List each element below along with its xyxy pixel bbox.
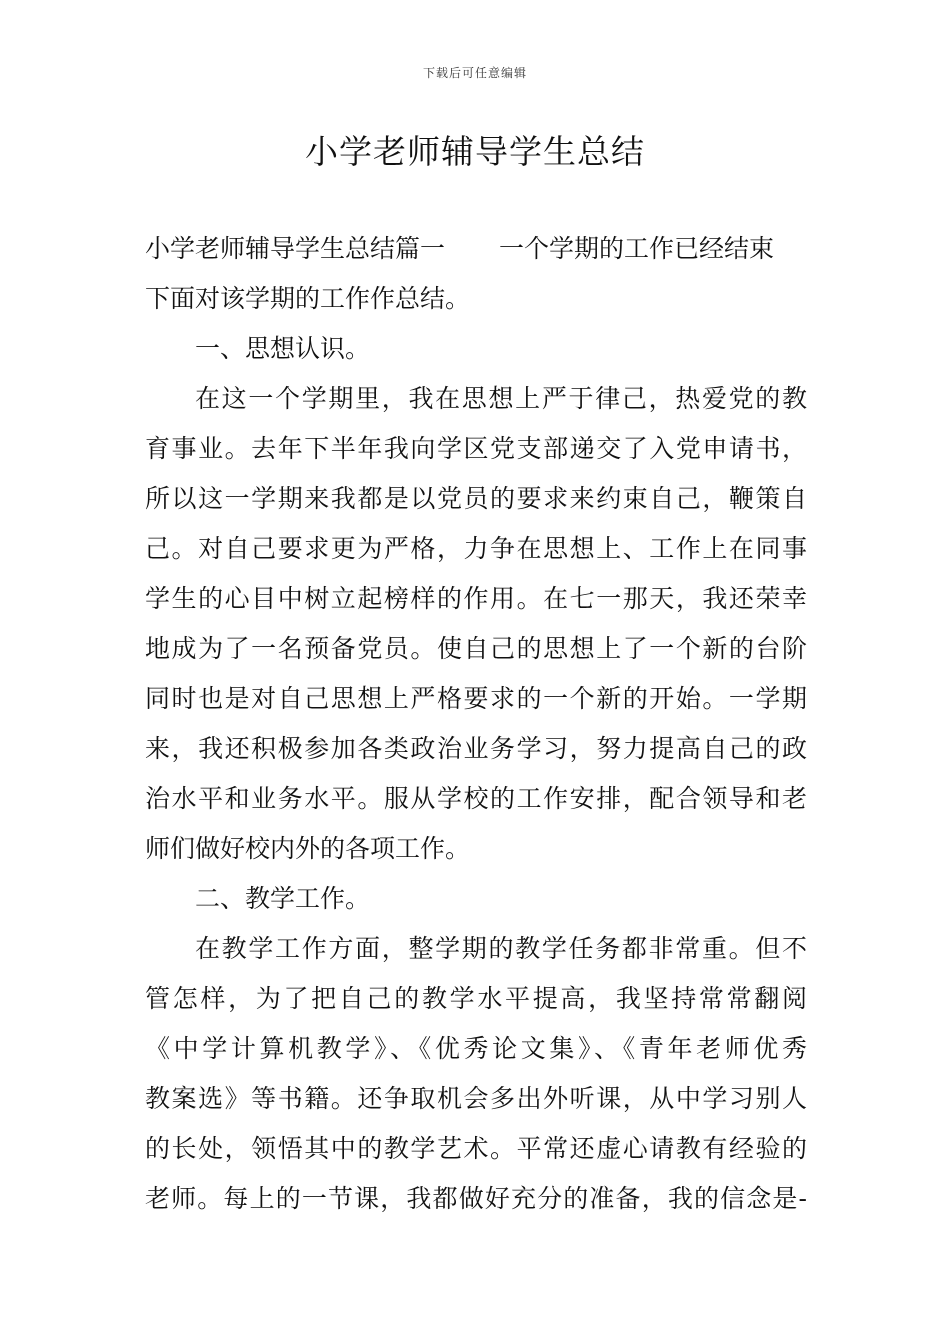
paragraph-line: 在教学工作方面，整学期的教学任务都非常重。但不: [195, 934, 807, 963]
paragraph-line: 管怎样，为了把自己的教学水平提高，我坚持常常翻阅: [145, 984, 807, 1013]
paragraph-line: 来，我还积极参加各类政治业务学习，努力提高自己的政: [145, 734, 807, 763]
document-title: 小学老师辅导学生总结: [305, 132, 645, 171]
paragraph-line: 教案选》等书籍。还争取机会多出外听课，从中学习别人: [145, 1084, 807, 1113]
paragraph-line: 育事业。去年下半年我向学区党支部递交了入党申请书，: [145, 434, 807, 463]
paragraph-line: 师们做好校内外的各项工作。: [145, 834, 471, 863]
section-heading: 一、思想认识。: [195, 334, 371, 363]
paragraph-line: 所以这一学期来我都是以党员的要求来约束自己，鞭策自: [145, 484, 807, 513]
section-heading: 二、教学工作。: [195, 884, 371, 913]
paragraph-line: 己。对自己要求更为严格，力争在思想上、工作上在同事: [145, 534, 807, 563]
paragraph-text: 一个学期的工作已经结束: [499, 234, 775, 263]
paragraph-line: 《中学计算机教学》、《优秀论文集》、《青年老师优秀: [145, 1034, 807, 1063]
paragraph-line: 下面对该学期的工作作总结。: [145, 284, 471, 313]
paragraph-line: 同时也是对自己思想上严格要求的一个新的开始。一学期: [145, 684, 807, 713]
paragraph-line: 治水平和业务水平。服从学校的工作安排，配合领导和老: [145, 784, 807, 813]
paragraph-line: 的长处，领悟其中的教学艺术。平常还虚心请教有经验的: [145, 1134, 807, 1163]
section-heading-inline: 小学老师辅导学生总结篇一: [145, 234, 446, 263]
header-note: 下载后可任意编辑: [422, 66, 527, 80]
paragraph-line: 在这一个学期里，我在思想上严于律己，热爱党的教: [195, 384, 807, 413]
paragraph-line: [145, 224, 807, 274]
document-body: [145, 224, 807, 1224]
paragraph-line: 学生的心目中树立起榜样的作用。在七一那天，我还荣幸: [145, 584, 807, 613]
paragraph-line: 老师。每上的一节课，我都做好充分的准备，我的信念是-: [145, 1184, 807, 1213]
paragraph-line: 地成为了一名预备党员。使自己的思想上了一个新的台阶: [145, 634, 807, 663]
